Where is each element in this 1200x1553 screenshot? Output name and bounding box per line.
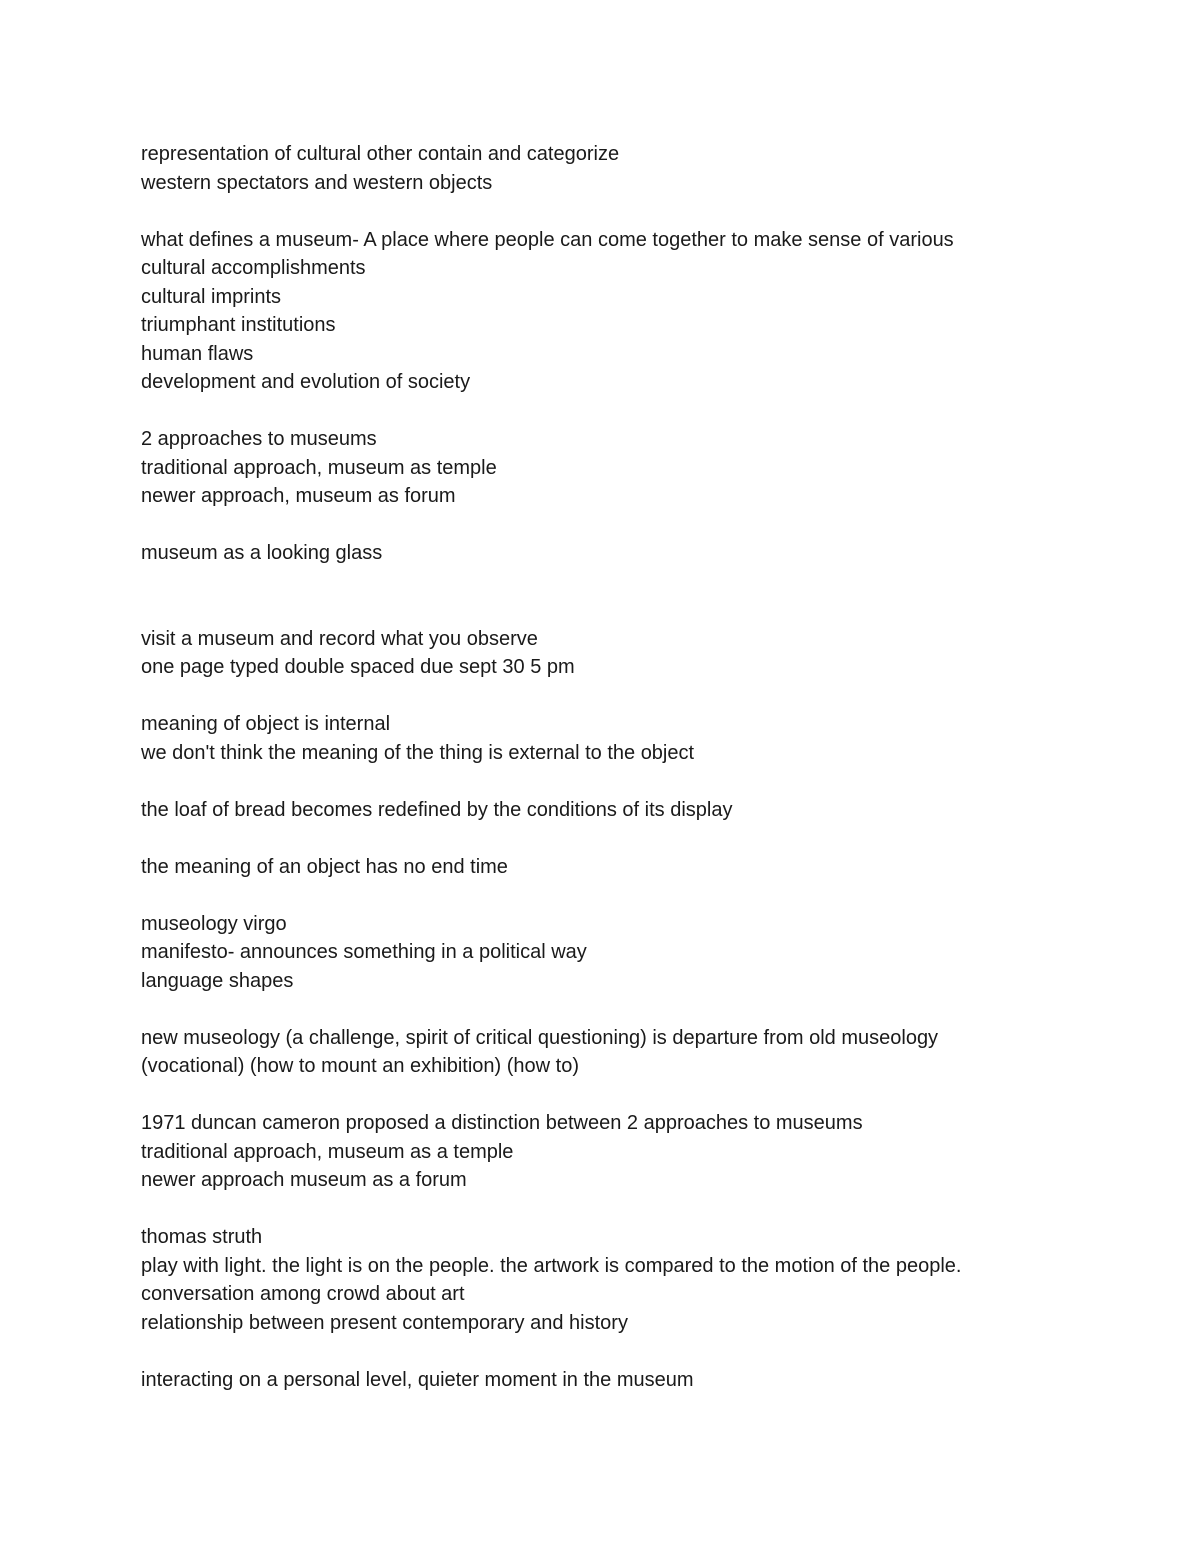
paragraph-spacer <box>141 824 1141 853</box>
paragraph-spacer <box>141 596 1141 625</box>
paragraph <box>141 625 1141 682</box>
paragraph <box>141 539 1141 568</box>
text-line: 1971 duncan cameron proposed a distinction between 2 approaches to museums <box>141 1112 863 1134</box>
text-line: thomas struth <box>141 1226 263 1248</box>
paragraph-spacer <box>141 197 1141 226</box>
paragraph-spacer <box>141 511 1141 540</box>
text-line: visit a museum and record what you observe <box>141 627 538 650</box>
paragraph <box>141 710 1141 767</box>
text-line: new museology (a challenge, spirit of critical questioning) is departure from old museology <box>141 1026 939 1049</box>
paragraph-spacer <box>141 995 1141 1024</box>
text-line: development and evolution of society <box>141 371 471 393</box>
text-line: museum as a looking glass <box>141 542 383 564</box>
paragraph <box>141 910 1141 996</box>
text-line: interacting on a personal level, quieter moment in the museum <box>141 1368 694 1391</box>
text-line: conversation among crowd about art <box>141 1283 465 1305</box>
text-line: triumphant institutions <box>141 314 336 336</box>
text-line: 2 approaches to museums <box>141 428 377 450</box>
paragraph-spacer <box>141 1337 1141 1366</box>
paragraph-spacer <box>141 881 1141 910</box>
paragraph <box>141 425 1141 511</box>
paragraph <box>141 853 1141 882</box>
paragraph <box>141 1024 1141 1081</box>
text-line: play with light. the light is on the people. the artwork is compared to the motion of the people. <box>141 1254 962 1277</box>
paragraph-spacer <box>141 1081 1141 1110</box>
paragraph <box>141 226 1141 397</box>
paragraph-spacer <box>141 568 1141 597</box>
text-line: one page typed double spaced due sept 30 5 pm <box>141 656 575 678</box>
text-line: traditional approach, museum as temple <box>141 456 497 479</box>
text-line: western spectators and western objects <box>141 171 493 194</box>
text-line: representation of cultural other contain and categorize <box>141 143 620 165</box>
text-line: the meaning of an object has no end time <box>141 855 508 878</box>
text-line: language shapes <box>141 969 294 992</box>
text-line: meaning of object is internal <box>141 713 391 735</box>
text-line: museology virgo <box>141 912 287 935</box>
text-line: cultural imprints <box>141 285 282 308</box>
paragraph-spacer <box>141 1195 1141 1224</box>
text-line: what defines a museum- A place where people can come together to make sense of various <box>141 228 954 251</box>
paragraph-spacer <box>141 767 1141 796</box>
text-line: traditional approach, museum as a temple <box>141 1140 514 1163</box>
paragraph-spacer <box>141 682 1141 711</box>
paragraph <box>141 140 1141 197</box>
text-line: human flaws <box>141 342 254 365</box>
text-line: (vocational) (how to mount an exhibition) (how to) <box>141 1055 579 1077</box>
paragraph <box>141 1223 1141 1337</box>
text-line: cultural accomplishments <box>141 257 366 279</box>
paragraph <box>141 796 1141 825</box>
paragraph <box>141 1109 1141 1195</box>
text-line: newer approach, museum as forum <box>141 485 456 507</box>
text-line: relationship between present contemporary and history <box>141 1311 628 1334</box>
document-body <box>141 140 1141 1394</box>
text-line: the loaf of bread becomes redefined by the conditions of its display <box>141 798 733 821</box>
paragraph <box>141 1366 1141 1395</box>
text-line: manifesto- announces something in a political way <box>141 941 587 963</box>
text-line: newer approach museum as a forum <box>141 1169 467 1191</box>
paragraph-spacer <box>141 397 1141 426</box>
text-line: we don't think the meaning of the thing is external to the object <box>141 741 695 764</box>
